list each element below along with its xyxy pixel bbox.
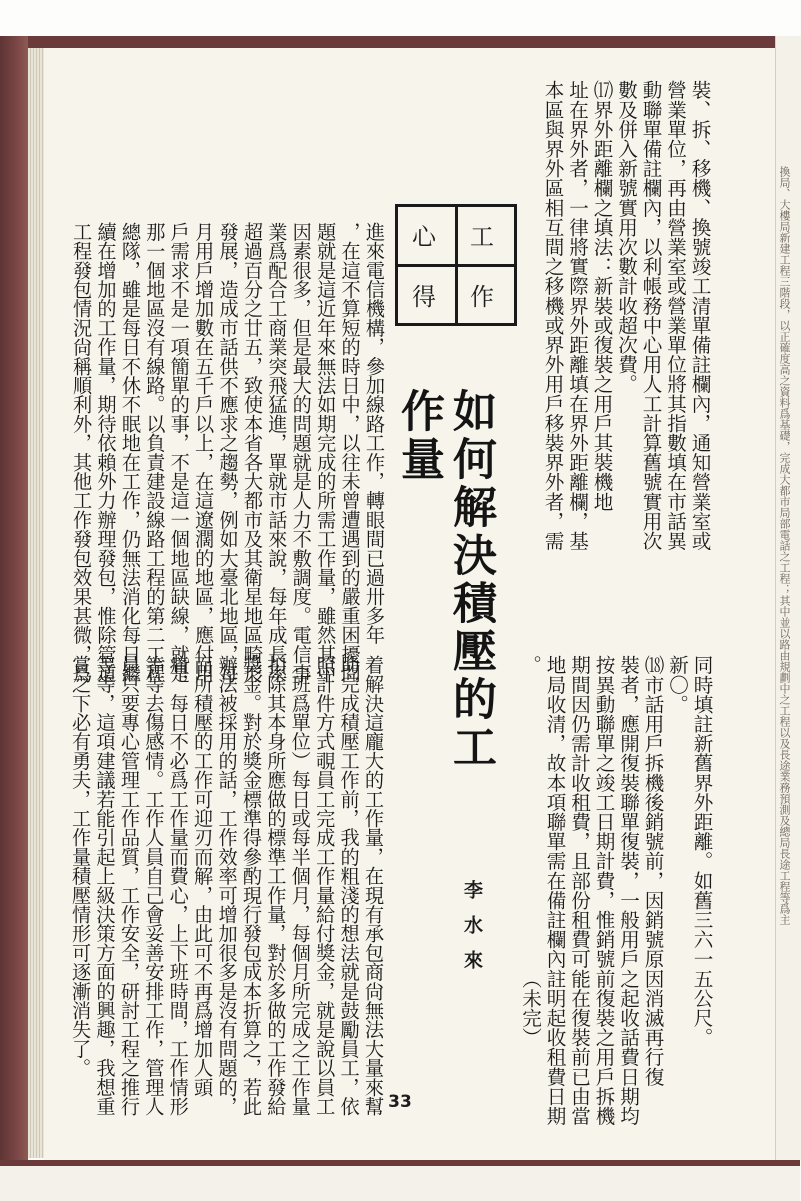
heading-box-divider-horizontal [395, 264, 517, 267]
book-bottom-edge [0, 1160, 800, 1201]
heading-char-xin: 心 [412, 223, 436, 251]
article-column-upper-right: 裝、拆、移機、換號竣工清單備註欄內，通知營業室或 營業單位，再由營業室或營業單位將其指數填在市話異 動聯單備註欄內，以利帳務中心用人工計算舊號實用次 數及併入新號實用次數計收超次費。 ⒄界外距離欄之填法：新裝或復裝之用戶其裝機地 址在界外者，一律將實際界外距離填在界外距離欄，基 本區與界外區相互間之移機或界外用戶移裝界外者，需 [541, 80, 711, 551]
book-cover-band [0, 36, 775, 48]
article-column-lower-left: 着解決這龐大的工作量，在現有承包商尙無法大量來幫 助完成積壓工作前，我的粗淺的想法就是鼓勵員工，依 照計件方式覗員工完成工作量給付獎金，就是說以員工 （班爲單位）每日或每半個月，每個月所完成之工作量 扣除其本身所應做的標準工作量，對於多做的工作發給 獎金。對於獎金標準得參酌現行發包成本折算之，若此 辦法被採用的話，工作效率可增加很多是沒有問題的， 而所積壓的工作可迎刃而解，由此可不再爲增加人頭 痛，每日不必爲工作量而費心，上下班時間，工作情形 等等去傷感情。工作人員自己會妥善安排工作，管理人 員只要專心管理工作品質，工作安全，研討工程之推行 等等，這項建議若能引起上級決策方面的興趣，我想重 賞之下必有勇夫，工作量積壓情形可逐漸消失了。 [69, 655, 385, 1116]
article-author: 李水來 [461, 880, 483, 985]
heading-char-gong: 工 [470, 223, 494, 251]
page-edges [28, 48, 44, 1158]
adjacent-page-edge [775, 36, 801, 1160]
heading-char-zuo: 作 [470, 283, 494, 311]
book-spine [0, 36, 28, 1166]
article-title: 如何解決積壓的工作量 [393, 388, 496, 772]
adjacent-page-text: 換局、大樓局新建工程三階段，以正確度高之資料爲基礎，完成大都市局部電話之工程；其中並以路由規劃中之工程以及長途業務預測及總局長途工程等爲主 [778, 166, 791, 925]
book-top-edge [0, 0, 800, 36]
article-column-upper-left: 進來電信機構，參加線路工作，轉眼間已過卅多年 ，在這不算短的時日中，以往未曾遭遇到的嚴重困擾問 題就是這近年來無法如期完成的所需工作量，雖然其中 因素很多，但是最大的問題就是人力不敷調度。電信事 業爲配合工商業突飛猛進，單就市話來說，每年成長率 超過百分之廿五，致使本省各大都市及其衛星地區畸形 發展，造成市話供不應求之趨勢，例如大臺北地區，每 月用戶增加數在五千戶以上，在這遼濶的地區，應付用 戶需求不是一項簡單的事，不是這一個地區缺線，就是 那一個地區沒有線路。以負責建設線路工程的第二工程 總隊，雖是每日不休不眠地在工作，仍無法消化每日繼 續在增加的工作量，期待依賴外力辦理發包，惟除管道 工程發包情況尙稱順利外，其他工作發包效果甚微，爲 [70, 222, 386, 683]
heading-char-de: 得 [412, 283, 436, 311]
article-column-lower-right: 同時填註新舊界外距離。如舊三六一五公尺。 新〇。 ⒅市話用戶拆機後銷號前，因銷號原因消滅再行復 裝者，應開復裝聯單復裝，一般用戶之起收話費日期均 按異動聯單之竣工日期計費，惟銷號前復裝之用戶拆機 期間因仍需計收租費，且部份租費可能在復裝前已由當 地局收清，故本項聯單需在備註欄內註明起收租費日期 。 [518, 655, 713, 1126]
page-number: 33 [388, 1092, 412, 1112]
section-heading-box [395, 204, 517, 326]
